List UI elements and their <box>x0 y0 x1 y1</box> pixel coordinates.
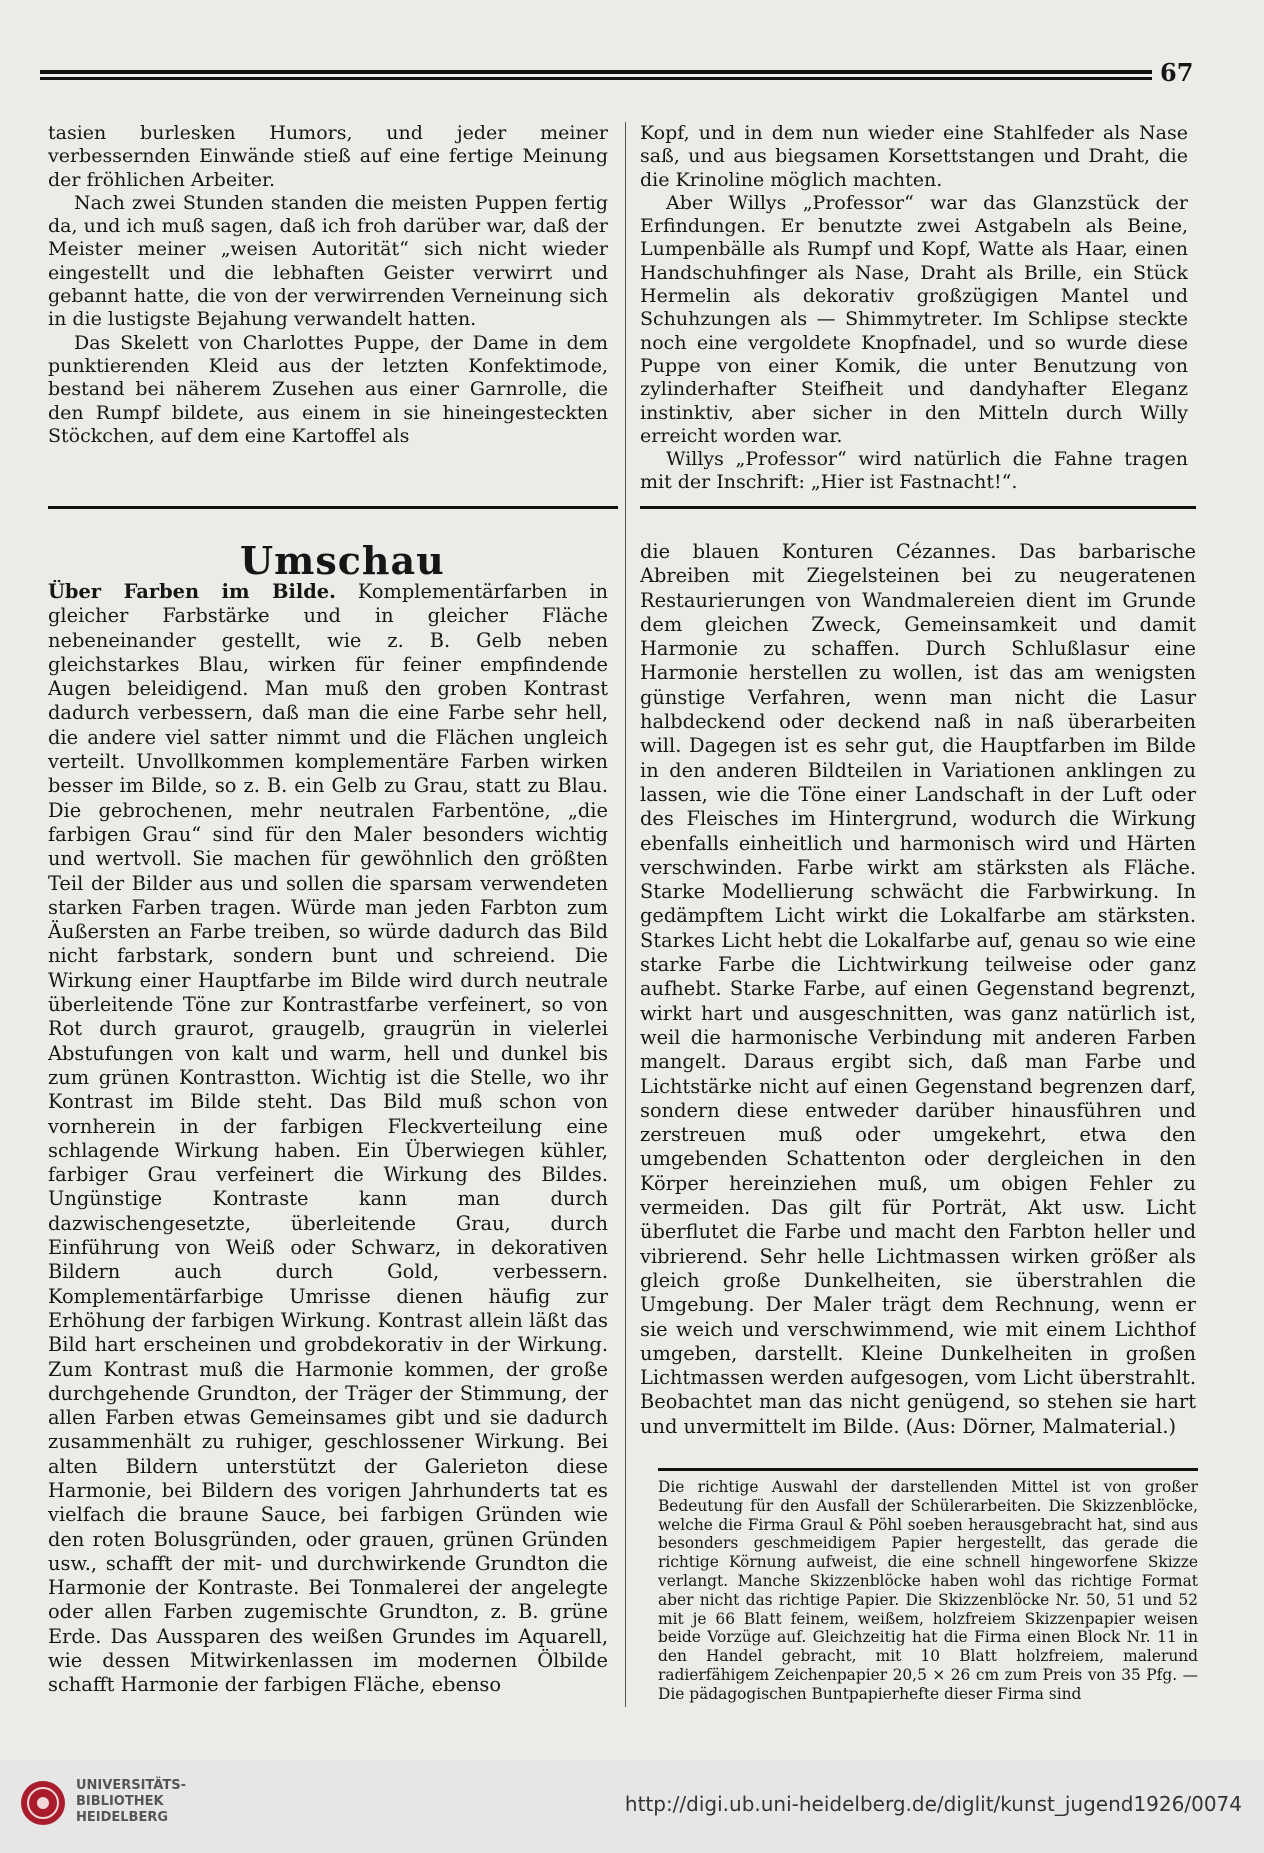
library-name <box>76 1778 186 1826</box>
source-url-link[interactable]: http://digi.ub.uni-heidelberg.de/diglit/kunst_jugend1926/0074 <box>624 1792 1242 1816</box>
library-line: BIBLIOTHEK <box>76 1794 164 1809</box>
section-heading: Umschau <box>240 538 445 583</box>
article-paragraph <box>48 580 608 1698</box>
university-seal-icon <box>20 1780 66 1826</box>
paragraph: Willys „Professor“ wird natürlich die Fahne tragen mit der Inschrift: „Hier ist Fastnacht!“. <box>640 448 1188 494</box>
paragraph: Kopf, und in dem nun wieder eine Stahlfeder als Nase saß, und aus biegsamen Korsettstangen und Draht, die die Krinoline möglich machten. <box>640 122 1188 191</box>
article-paragraph <box>640 540 1196 1439</box>
paragraph: Aber Willys „Professor“ war das Glanzstück der Erfindungen. Er benutzte zwei Astgabeln als Beine, Lumpenbälle als Rumpf und Kopf, Watte als Haar, einen Handschuhfinger als Nase, Draht als Brille, ein Stück Hermelin als dekorativ großzügigen Mantel und Schuhzungen als — Shimmytreter. Im Schlipse steckte noch eine vergoldete Knopfnadel, und so wurde diese Puppe von einer Komik, die unter Benutzung von zylinderhafter Steifheit und dandyhafter Eleganz instinktiv, aber sicher in den Mitteln durch Willy erreicht worden war. <box>640 191 1188 447</box>
article-text-left: Komplementärfarben in gleicher Farbstärke und in gleicher Fläche nebeneinander gestellt, wie z. B. Gelb neben gleichstarkes Blau, wirken für feiner empfindende Augen beleidigend. Man muß den groben Kontrast dadurch verbessern, daß man die eine Farbe sehr hell, die andere viel satter nimmt und die Flächen ungleich verteilt. Unvollkommen komplementäre Farben wirken besser im Bilde, so z. B. ein Gelb zu Grau, statt zu Blau. Die gebrochenen, mehr neutralen Farbentöne, „die farbigen Grau“ sind für den Maler besonders wichtig und wertvoll. Sie machen für gewöhnlich den größten Teil der Bilder aus und sollen die sparsam verwendeten starken Farben tragen. Würde man jeden Farbton zum Äußersten an Farbe treiben, so würde dadurch das Bild nicht farbstark, sondern bunt und schreiend. Die Wirkung einer Hauptfarbe im Bilde wird durch neutrale überleitende Töne zur Kontrastfarbe verfeinert, so von Rot durch graurot, graugelb, graugrün in vielerlei Abstufungen von kalt und warm, hell und dunkel bis zum grünen Kontrastton. Wichtig ist die Stelle, wo ihr Kontrast im Bilde steht. Das Bild muß schon von vornherein in der farbigen Fleckverteilung eine schlagende Wirkung haben. Ein Überwiegen kühler, farbiger Grau verfeinert die Wirkung des Bildes. Ungünstige Kontraste kann man durch dazwischengesetzte, überleitende Grau, durch Einführung von Weiß oder Schwarz, in dekorativen Bildern auch durch Gold, verbessern. Komplementärfarbige Umrisse dienen häufig zur Erhöhung der farbigen Wirkung. Kontrast allein läßt das Bild hart erscheinen und grobdekorativ in der Wirkung. Zum Kontrast muß die Harmonie kommen, der große durchgehende Grundton, der Träger der Stimmung, der allen Farben etwas Gemeinsames gibt und sie dadurch zusammenhält zu ruhiger, geschlossener Wirkung. Bei alten Bildern unterstützt der Galerieton diese Harmonie, bei Bildern des vorigen Jahrhunderts tat es vielfach die braune Sauce, bei farbigen Gründen wie den roten Bolusgründen, oder grauen, grünen Gründen usw., schafft der mit- und durchwirkende Grundton die Harmonie der Kontraste. Bei Tonmalerei der angelegte oder allen Farben zugemischte Grundton, z. B. grüne Erde. Das Aussparen des weißen Grundes im Aquarell, wie dessen Mitwirkenlassen im modernen Ölbilde schafft Harmonie der farbigen Fläche, ebenso <box>48 580 608 1697</box>
article-title: Über Farben im Bilde. <box>48 580 336 603</box>
paragraph: tasien burlesken Humors, und jeder meiner verbessernden Einwände stieß auf eine fertige Meinung der fröhlichen Arbeiter. <box>48 122 608 191</box>
paragraph: Das Skelett von Charlottes Puppe, der Dame in dem punktierenden Kleid aus der letzten Konfektimode, bestand bei näherem Zusehen aus einer Garnrolle, die den Rumpf bildete, aus einem in sie hineingesteckten Stöckchen, auf dem eine Kartoffel als <box>48 331 608 447</box>
library-line: UNIVERSITÄTS- <box>76 1778 186 1793</box>
advert-box <box>658 1478 1198 1706</box>
footer-bar <box>0 1760 1264 1853</box>
paragraph: Nach zwei Stunden standen die meisten Puppen fertig da, und ich muß sagen, daß ich froh darüber war, daß der Meister meiner „weisen Autorität“ sich nicht wieder eingestellt und die lebhaften Geister verwirrt und gebannt hatte, die von der verwirrenden Verneinung sich in die lustigste Bejahung verwandelt hatten. <box>48 191 608 331</box>
column-divider <box>625 122 626 1707</box>
column-article-left <box>48 580 608 1705</box>
column-top-left <box>48 122 608 512</box>
article-source: (Aus: Dörner, Malmaterial.) <box>905 1414 1177 1438</box>
header-rule <box>40 70 1152 80</box>
column-article-right <box>640 540 1196 1440</box>
page-number: 67 <box>1160 58 1194 87</box>
advert-rule <box>658 1468 1198 1471</box>
article-text-right: die blauen Konturen Cézannes. Das barbarische Abreiben mit Ziegelsteinen bei zu neugeratenen Restaurierungen von Wandmalereien dient im Grunde dem gleichen Zweck, Gemeinsamkeit und damit Harmonie zu schaffen. Durch Schlußlasur eine Harmonie herstellen zu wollen, ist das am wenigsten günstige Verfahren, wenn man nicht die Lasur halbdeckend oder deckend naß in naß überarbeiten will. Dagegen ist es sehr gut, die Hauptfarben im Bilde in den anderen Bildteilen in Variationen anklingen zu lassen, wie die Töne einer Landschaft in der Luft oder des Fleisches im Hintergrund, wodurch die Wirkung ebenfalls einheitlich und harmonisch wird und Härten verschwinden. Farbe wirkt am stärksten als Fläche. Starke Modellierung schwächt die Farbwirkung. In gedämpftem Licht wirkt die Lokalfarbe am stärksten. Starkes Licht hebt die Lokalfarbe auf, genau so wie eine starke Farbe die Lichtwirkung teilweise oder ganz aufhebt. Starke Farbe, auf einen Gegenstand begrenzt, wirkt hart und ausgeschnitten, was ganz natürlich ist, weil die harmonische Verbindung mit anderen Farben mangelt. Daraus ergibt sich, daß man Farbe und Lichtstärke nicht auf einen Gegenstand begrenzen darf, sondern diese entweder darüber hinausführen und zerstreuen muß oder umgekehrt, etwa den umgebenden Schattenton oder dergleichen in den Körper hereinziehen muß, um obigen Fehler zu vermeiden. Das gilt für Porträt, Akt usw. Licht überflutet die Farbe und macht den Farbton heller und vibrierend. Sehr helle Lichtmassen wirken größer als gleich große Dunkelheiten, sie überstrahlen die Umgebung. Der Maler trägt dem Rechnung, wenn er sie weich und verschwimmend, wie mit einem Lichthof umgeben, darstellt. Kleine Dunkelheiten in großen Lichtmassen werden aufgesogen, vom Licht überstrahlt. Beobachtet man das nicht genügend, so stehen sie hart und unvermittelt im Bilde. <box>640 540 1196 1438</box>
advert-text: Die richtige Auswahl der darstellenden Mittel ist von großer Bedeutung für den Ausfall der Schülerarbeiten. Die Skizzenblöcke, welche die Firma Graul & Pöhl soeben herausgebracht hat, sind aus besonders geschmeidigem Papier hergestellt, das gerade die richtige Körnung aufweist, die eine schnell hingeworfene Skizze verlangt. Manche Skizzenblöcke haben wohl das richtige Format aber nicht das richtige Papier. Die Skizzenblöcke Nr. 50, 51 und 52 mit je 66 Blatt feinem, weißem, holzfreiem Skizzenpapier weisen beide Vorzüge auf. Gleichzeitig hat die Firma einen Block Nr. 11 in den Handel gebracht, mit 10 Blatt holzfreiem, malerund radierfähigem Zeichenpapier 20,5 × 26 cm zum Preis von 35 Pfg. — Die pädagogischen Buntpapierhefte dieser Firma sind <box>658 1478 1198 1703</box>
column-top-right <box>640 122 1188 512</box>
section-divider-left <box>48 506 618 509</box>
library-line: HEIDELBERG <box>76 1810 169 1825</box>
section-divider-right <box>640 506 1196 509</box>
